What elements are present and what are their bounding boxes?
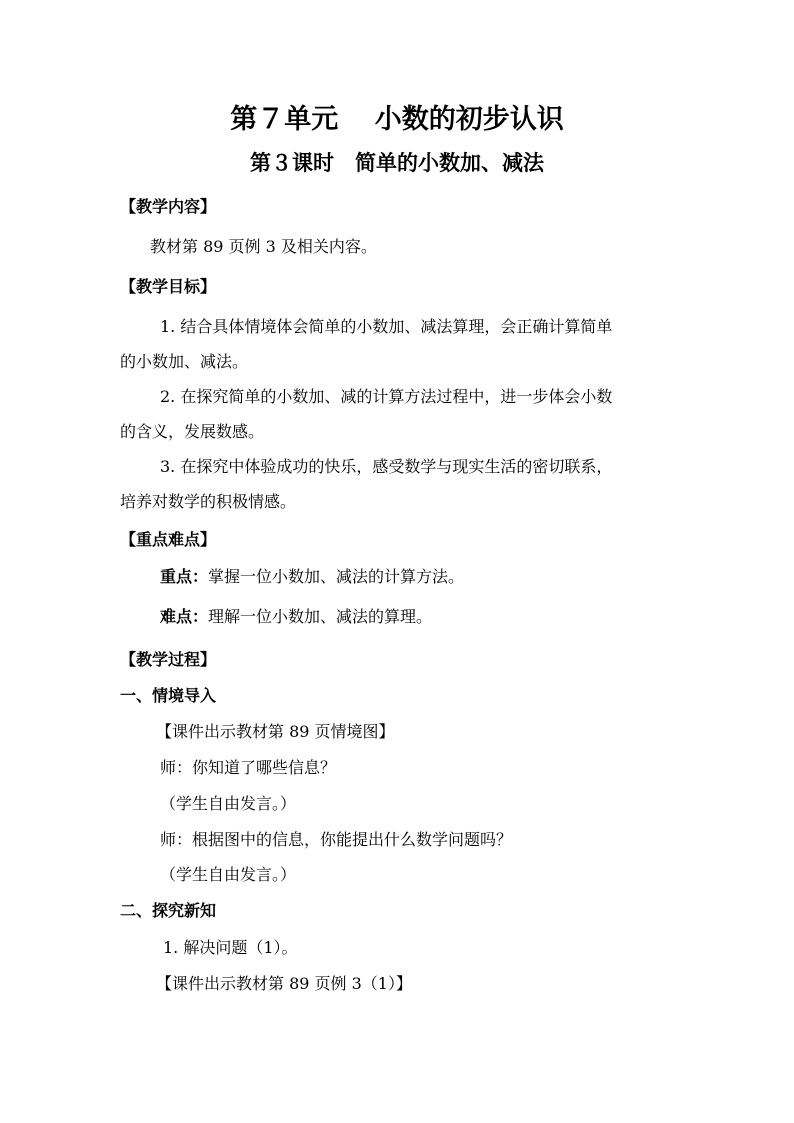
process-line: （学生自由发言。） [160,794,297,813]
process-line: 1. 解决问题（1）。 [163,938,298,957]
goal-line: 的小数加、减法。 [120,352,249,371]
section-heading-process: 【教学过程】 [120,650,217,669]
part-heading-explore: 二、探究新知 [120,901,217,920]
process-line: 师：根据图中的信息，你能提出什么数学问题吗？ [160,830,513,849]
goal-line: 3. 在探究中体验成功的快乐，感受数学与现实生活的密切联系， [160,457,613,476]
difficult-point-text: 理解一位小数加、减法的算理。 [208,607,433,626]
page-title: 第７单元 小数的初步认识 [230,104,564,135]
goal-line: 培养对数学的积极情感。 [120,492,297,511]
difficult-point-label: 难点： [160,607,209,626]
section-heading-goals: 【教学目标】 [120,277,217,296]
difficult-point-line [160,606,432,628]
lesson-subtitle: 第３课时 简单的小数加、减法 [250,151,544,175]
process-line: 师：你知道了哪些信息？ [160,758,337,777]
key-point-label: 重点： [160,567,209,586]
content-text: 教材第 89 页例 3 及相关内容。 [150,237,377,256]
process-line: （学生自由发言。） [160,865,297,884]
goal-line: 的含义，发展数感。 [120,422,265,441]
section-heading-content: 【教学内容】 [120,197,217,216]
process-line: 【课件出示教材第 89 页例 3（1）】 [156,974,412,993]
key-point-text: 掌握一位小数加、减法的计算方法。 [208,567,465,586]
key-point-line [160,566,464,588]
part-heading-intro: 一、情境导入 [120,686,217,705]
section-heading-key-points: 【重点难点】 [120,530,217,549]
process-line: 【课件出示教材第 89 页情境图】 [156,722,395,741]
goal-line: 1. 结合具体情境体会简单的小数加、减法算理，会正确计算简单 [160,317,613,336]
goal-line: 2. 在探究简单的小数加、减的计算方法过程中，进一步体会小数 [160,387,613,406]
